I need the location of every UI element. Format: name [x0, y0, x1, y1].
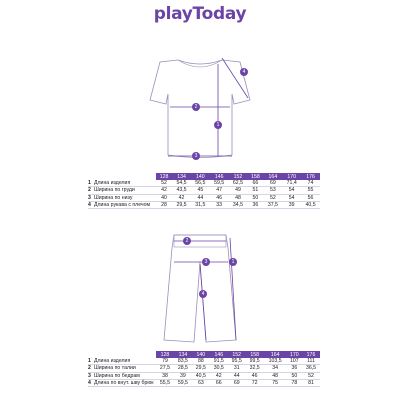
measurement-value: 66 [247, 180, 263, 187]
measurement-value: 72 [246, 379, 264, 386]
tshirt-size-table [88, 173, 320, 209]
measurement-value: 74 [301, 180, 320, 187]
measurement-value: 44 [228, 372, 246, 379]
size-header: 170 [287, 351, 302, 358]
measurement-value: 111 [302, 358, 320, 365]
measurement-value: 39 [174, 372, 192, 379]
row-number: 1 [88, 358, 94, 365]
measurement-value: 75 [264, 379, 287, 386]
measurement-value: 46 [246, 372, 264, 379]
measurement-value: 40,5 [301, 201, 320, 208]
measurement-value: 31,5 [191, 201, 210, 208]
measurement-value: 50 [287, 372, 302, 379]
measurement-value: 44 [191, 194, 210, 201]
svg-text:3: 3 [204, 259, 208, 265]
size-header: 146 [210, 351, 228, 358]
measurement-value: 52 [156, 180, 172, 187]
measurement-value: 33 [210, 201, 229, 208]
brand-logo: playToday [153, 4, 247, 24]
measurement-value: 43,5 [172, 187, 191, 194]
svg-text:4: 4 [242, 69, 246, 75]
measurement-value: 53 [263, 187, 282, 194]
measurement-value: 79 [156, 358, 174, 365]
pants-marker-1 [229, 258, 237, 266]
measurement-value: 59,5 [174, 379, 192, 386]
measurement-value: 55 [301, 187, 320, 194]
pants-marker-2 [183, 237, 191, 245]
size-header: 152 [229, 173, 248, 180]
svg-text:2: 2 [185, 238, 189, 244]
size-header: 146 [210, 173, 229, 180]
measurement-value: 91,5 [210, 358, 228, 365]
measurement-value: 56 [301, 194, 320, 201]
svg-text:4: 4 [201, 291, 205, 297]
size-header: 164 [264, 351, 287, 358]
tshirt-marker-3 [192, 152, 200, 160]
measurement-value: 31 [228, 365, 246, 372]
table-row [88, 365, 320, 372]
measurement-value: 62,5 [229, 180, 248, 187]
tshirt-marker-1 [214, 121, 222, 129]
measurement-value: 63 [192, 379, 210, 386]
measurement-value: 28,5 [174, 365, 192, 372]
table-row [88, 358, 320, 365]
size-header: 158 [247, 173, 263, 180]
measurement-value: 49 [229, 187, 248, 194]
measurement-value: 40,5 [192, 372, 210, 379]
measurement-value: 45 [191, 187, 210, 194]
measurement-value: 34,5 [229, 201, 248, 208]
measurement-value: 107 [287, 358, 302, 365]
table-row [88, 379, 320, 386]
svg-text:2: 2 [194, 104, 198, 110]
measurement-value: 48 [229, 194, 248, 201]
measurement-value: 50 [247, 194, 263, 201]
measurement-value: 83,5 [174, 358, 192, 365]
table-row [88, 180, 320, 187]
svg-text:1: 1 [231, 259, 235, 265]
size-header: 140 [192, 351, 210, 358]
measurement-name: Ширина по низу [94, 194, 156, 201]
table-row [88, 187, 320, 194]
svg-text:3: 3 [194, 153, 198, 159]
row-number: 3 [88, 372, 94, 379]
measurement-value: 81 [302, 379, 320, 386]
row-number: 4 [88, 201, 94, 208]
size-header: 140 [191, 173, 210, 180]
measurement-value: 99,5 [246, 358, 264, 365]
measurement-value: 47 [210, 187, 229, 194]
size-header: 134 [172, 173, 191, 180]
measurement-value: 30,5 [210, 365, 228, 372]
table-row [88, 194, 320, 201]
measurement-value: 69 [228, 379, 246, 386]
size-header: 176 [302, 351, 320, 358]
size-header: 152 [228, 351, 246, 358]
size-header: 170 [282, 173, 301, 180]
measurement-value: 78 [287, 379, 302, 386]
measurement-value: 55,5 [156, 379, 174, 386]
size-header: 128 [156, 351, 174, 358]
measurement-name: Ширина по талии [94, 365, 156, 372]
measurement-value: 48 [264, 372, 287, 379]
pants-marker-3 [202, 258, 210, 266]
measurement-value: 36 [287, 365, 302, 372]
table-row [88, 201, 320, 208]
measurement-value: 46 [210, 194, 229, 201]
measurement-value: 32,5 [246, 365, 264, 372]
measurement-value: 42 [172, 194, 191, 201]
row-number: 3 [88, 194, 94, 201]
measurement-value: 36,5 [302, 365, 320, 372]
measurement-value: 42 [210, 372, 228, 379]
svg-text:1: 1 [216, 122, 220, 128]
measurement-name: Длина изделия [94, 180, 156, 187]
measurement-value: 28 [156, 201, 172, 208]
measurement-value: 52 [302, 372, 320, 379]
measurement-value: 42 [156, 187, 172, 194]
size-header: 134 [174, 351, 192, 358]
pants-outline [164, 235, 236, 342]
row-number: 1 [88, 180, 94, 187]
table-header-row [88, 173, 320, 180]
size-header: 164 [263, 173, 282, 180]
measurement-value: 54 [282, 187, 301, 194]
size-header: 128 [156, 173, 172, 180]
measurement-value: 54 [282, 194, 301, 201]
measurement-value: 38 [156, 372, 174, 379]
measurement-value: 40 [156, 194, 172, 201]
measurement-value: 29,5 [172, 201, 191, 208]
measurement-name: Длина рукава с плечом [94, 201, 156, 208]
measurement-value: 56,5 [191, 180, 210, 187]
table-row [88, 372, 320, 379]
measurement-name: Длина изделия [94, 358, 156, 365]
measurement-value: 66 [210, 379, 228, 386]
measurement-value: 39 [282, 201, 301, 208]
measurement-value: 52 [263, 194, 282, 201]
size-header: 176 [301, 173, 320, 180]
measurement-name: Длина по внут. шву брюк [94, 379, 156, 386]
measurement-name: Ширина по груди [94, 187, 156, 194]
measurement-value: 95,5 [228, 358, 246, 365]
tshirt-marker-4 [240, 68, 248, 76]
tshirt-outline [150, 60, 250, 158]
measurement-value: 27,5 [156, 365, 174, 372]
row-number: 4 [88, 379, 94, 386]
pants-marker-4 [199, 290, 207, 298]
measurement-value: 103,5 [264, 358, 287, 365]
row-number: 2 [88, 365, 94, 372]
row-number: 2 [88, 187, 94, 194]
measurement-value: 37,5 [263, 201, 282, 208]
measurement-value: 34 [264, 365, 287, 372]
measurement-value: 71,4 [282, 180, 301, 187]
measurement-value: 54,5 [172, 180, 191, 187]
measurement-value: 51 [247, 187, 263, 194]
pants-size-table [88, 351, 320, 387]
measurement-value: 88 [192, 358, 210, 365]
tshirt-marker-2 [192, 103, 200, 111]
measurement-value: 29,5 [192, 365, 210, 372]
measurement-value: 59,5 [210, 180, 229, 187]
measurement-value: 36 [247, 201, 263, 208]
table-header-row [88, 351, 320, 358]
measurement-name: Ширина по бедрам [94, 372, 156, 379]
measurement-value: 69 [263, 180, 282, 187]
size-header: 158 [246, 351, 264, 358]
